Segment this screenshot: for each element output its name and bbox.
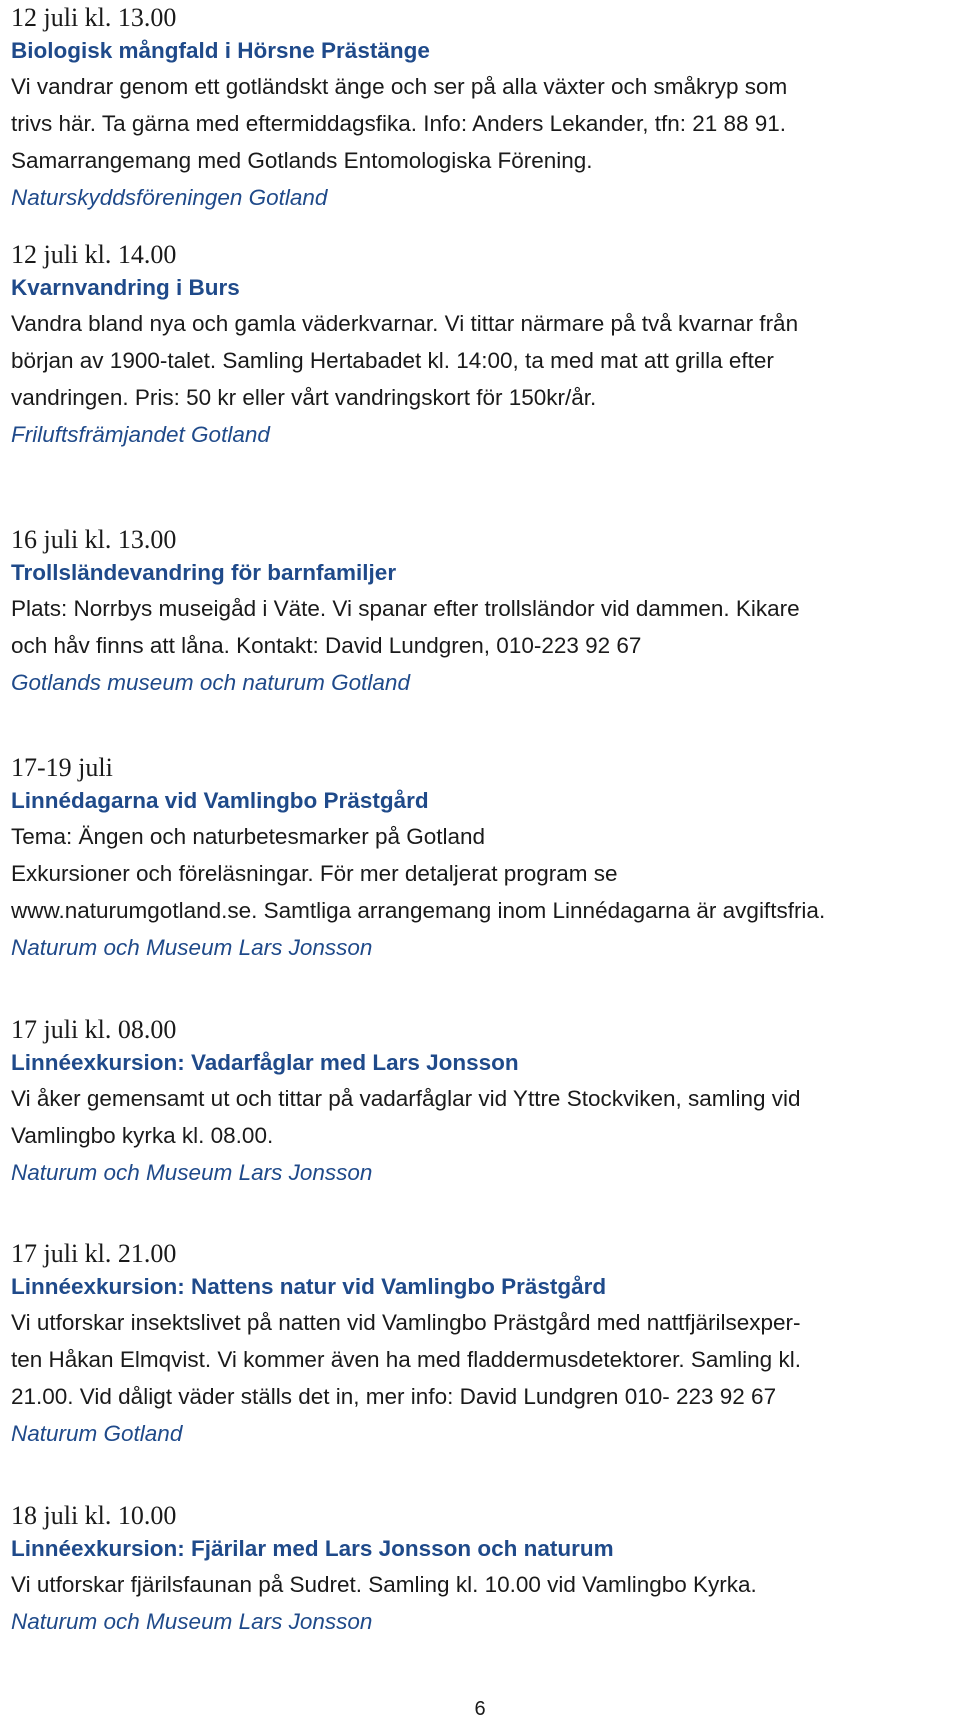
description-line: Tema: Ängen och naturbetesmarker på Gotland bbox=[11, 824, 486, 849]
description-line: 21.00. Vid dåligt väder ställs det in, mer info: David Lundgren 010- 223 92 67 bbox=[11, 1384, 777, 1409]
event-date: 17 juli kl. 21.00 bbox=[11, 1239, 177, 1268]
event-organizer: Naturum Gotland bbox=[11, 1421, 183, 1446]
description-line: Vi vandrar genom ett gotländskt änge och ser på alla växter och småkryp som bbox=[11, 74, 788, 99]
page-number: 6 bbox=[474, 1698, 486, 1720]
event-description bbox=[11, 1566, 951, 1603]
event-date: 18 juli kl. 10.00 bbox=[11, 1501, 177, 1530]
event-description bbox=[11, 1304, 951, 1415]
description-line: trivs här. Ta gärna med eftermiddagsfika. Info: Anders Lekander, tfn: 21 88 91. bbox=[11, 111, 787, 136]
description-line: Plats: Norrbys museigåd i Väte. Vi spanar efter trollsländor vid dammen. Kikare bbox=[11, 596, 800, 621]
description-line: www.naturumgotland.se. Samtliga arrangemang inom Linnédagarna är avgiftsfria. bbox=[11, 898, 826, 923]
event-description bbox=[11, 590, 951, 664]
description-line: Vi utforskar fjärilsfaunan på Sudret. Samling kl. 10.00 vid Vamlingbo Kyrka. bbox=[11, 1572, 757, 1597]
description-line: vandringen. Pris: 50 kr eller vårt vandringskort för 150kr/år. bbox=[11, 385, 597, 410]
event-kvarnvandring bbox=[11, 239, 951, 453]
event-title: Kvarnvandring i Burs bbox=[11, 275, 240, 300]
event-organizer: Naturum och Museum Lars Jonsson bbox=[11, 935, 373, 960]
event-title: Linnéexkursion: Vadarfåglar med Lars Jonsson bbox=[11, 1050, 519, 1075]
event-date: 12 juli kl. 13.00 bbox=[11, 3, 177, 32]
description-line: och håv finns att låna. Kontakt: David Lundgren, 010-223 92 67 bbox=[11, 633, 642, 658]
event-organizer: Naturum och Museum Lars Jonsson bbox=[11, 1160, 373, 1185]
description-line: ten Håkan Elmqvist. Vi kommer även ha med fladdermusdetektorer. Samling kl. bbox=[11, 1347, 801, 1372]
event-organizer: Gotlands museum och naturum Gotland bbox=[11, 670, 410, 695]
event-fjarilar bbox=[11, 1500, 951, 1640]
event-title: Linnédagarna vid Vamlingbo Prästgård bbox=[11, 788, 429, 813]
event-title: Linnéexkursion: Fjärilar med Lars Jonsson och naturum bbox=[11, 1536, 614, 1561]
event-nattens-natur bbox=[11, 1238, 951, 1452]
description-line: Vamlingbo kyrka kl. 08.00. bbox=[11, 1123, 274, 1148]
event-title: Biologisk mångfald i Hörsne Prästänge bbox=[11, 38, 430, 63]
event-date: 12 juli kl. 14.00 bbox=[11, 240, 177, 269]
event-date: 16 juli kl. 13.00 bbox=[11, 525, 177, 554]
event-linnedagarna bbox=[11, 752, 951, 966]
event-description bbox=[11, 818, 951, 929]
event-description bbox=[11, 1080, 951, 1154]
description-line: Vandra bland nya och gamla väderkvarnar. Vi tittar närmare på två kvarnar från bbox=[11, 311, 799, 336]
event-trollslandevandring bbox=[11, 524, 951, 701]
description-line: Vi utforskar insektslivet på natten vid Vamlingbo Prästgård med nattfjärilsexper- bbox=[11, 1310, 801, 1335]
event-date: 17 juli kl. 08.00 bbox=[11, 1015, 177, 1044]
event-date: 17-19 juli bbox=[11, 753, 113, 782]
event-organizer: Naturskyddsföreningen Gotland bbox=[11, 185, 328, 210]
description-line: Vi åker gemensamt ut och tittar på vadarfåglar vid Yttre Stockviken, samling vid bbox=[11, 1086, 801, 1111]
event-title: Trollsländevandring för barnfamiljer bbox=[11, 560, 397, 585]
event-biologisk-mangfald bbox=[11, 2, 951, 216]
event-vadarfaglar bbox=[11, 1014, 951, 1191]
event-description bbox=[11, 68, 951, 179]
event-organizer: Friluftsfrämjandet Gotland bbox=[11, 422, 270, 447]
description-line: Exkursioner och föreläsningar. För mer detaljerat program se bbox=[11, 861, 618, 886]
event-title: Linnéexkursion: Nattens natur vid Vamlingbo Prästgård bbox=[11, 1274, 607, 1299]
description-line: början av 1900-talet. Samling Hertabadet kl. 14:00, ta med mat att grilla efter bbox=[11, 348, 774, 373]
event-organizer: Naturum och Museum Lars Jonsson bbox=[11, 1609, 373, 1634]
description-line: Samarrangemang med Gotlands Entomologiska Förening. bbox=[11, 148, 593, 173]
event-description bbox=[11, 305, 951, 416]
